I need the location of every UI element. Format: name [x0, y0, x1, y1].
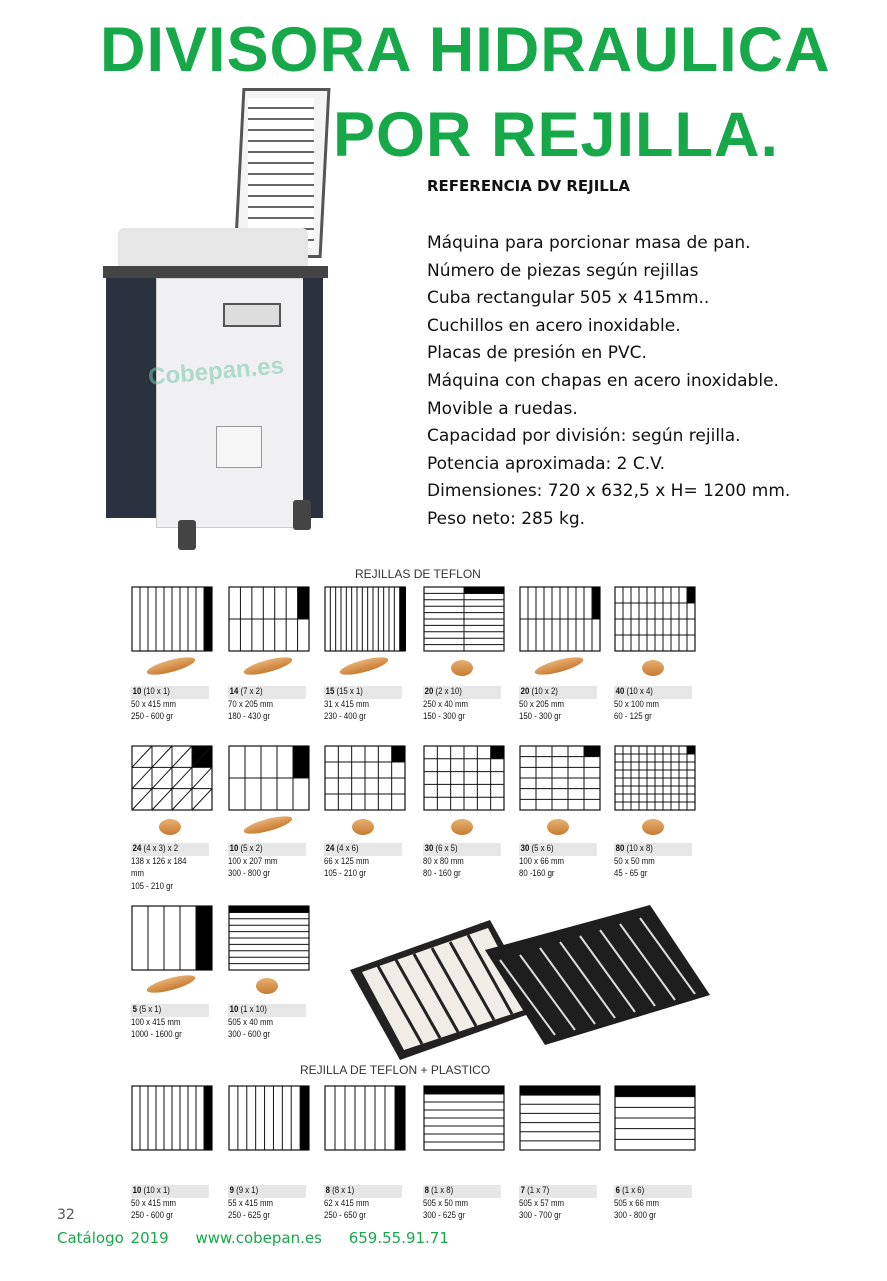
grid-size: 505 x 50 mm: [423, 1197, 469, 1209]
footer-website[interactable]: www.cobepan.es: [195, 1229, 322, 1247]
grid-label: [131, 1004, 198, 1042]
description: [427, 230, 790, 534]
grid-pieces: 8: [325, 1185, 330, 1196]
grid-pieces: 80: [615, 843, 625, 854]
grid-size: 100 x 66 mm: [519, 855, 565, 867]
grid-diagram: [131, 745, 213, 811]
grid-label: [228, 686, 295, 724]
grid-label: [131, 843, 198, 893]
grid-label: [519, 686, 586, 724]
title-line-1: DIVISORA HIDRAULICA: [100, 15, 831, 85]
grid-spec: (5 x 6): [531, 843, 554, 854]
grid-spec: (10 x 1): [143, 1185, 170, 1196]
grid-pieces: 8: [424, 1185, 429, 1196]
description-line: Número de piezas según rejillas: [427, 260, 699, 281]
grid-weight: 300 - 600 gr: [228, 1029, 271, 1040]
grid-pieces: 15: [325, 686, 335, 697]
grid-size: 55 x 415 mm: [228, 1197, 274, 1209]
grid-size: 250 x 40 mm: [423, 698, 469, 710]
grid-weight: 230 - 400 gr: [324, 711, 367, 722]
grid-diagram: [324, 586, 406, 652]
grid-size: 50 x 415 mm: [131, 698, 177, 710]
grid-diagram: [324, 745, 406, 811]
grid-spec: (6 x 5): [435, 843, 458, 854]
grid-diagram: [423, 745, 505, 811]
grid-size: 50 x 415 mm: [131, 1197, 177, 1209]
section-teflon-plastic: REJILLA DE TEFLON + PLASTICO: [300, 1063, 491, 1077]
grid-size: 80 x 80 mm: [423, 855, 464, 867]
grid-spec: (10 x 1): [143, 686, 170, 697]
grid-diagram: [131, 586, 213, 652]
grid-size: 505 x 57 mm: [519, 1197, 565, 1209]
product-photo: [642, 819, 664, 835]
grid-pieces: 20: [424, 686, 434, 697]
grid-size: 50 x 100 mm: [614, 698, 660, 710]
grid-pieces: 10: [132, 1185, 142, 1196]
grid-weight: 300 - 625 gr: [423, 1210, 466, 1221]
grid-pieces: 10: [132, 686, 142, 697]
grid-diagram: [324, 1085, 406, 1151]
grid-label: [324, 1185, 391, 1223]
grid-label: [228, 1004, 295, 1042]
grid-spec: (5 x 1): [139, 1004, 162, 1015]
grid-pieces: 14: [229, 686, 239, 697]
product-photo: [352, 819, 374, 835]
grid-spec: (1 x 10): [240, 1004, 267, 1015]
grid-diagram: [614, 745, 696, 811]
grid-label: [519, 1185, 586, 1223]
grid-pieces: 30: [520, 843, 530, 854]
grid-spec: (2 x 10): [435, 686, 462, 697]
grid-pieces: 5: [132, 1004, 137, 1015]
grid-size: 31 x 415 mm: [324, 698, 370, 710]
description-line: Máquina para porcionar masa de pan.: [427, 233, 751, 253]
grid-weight: 250 - 650 gr: [324, 1210, 367, 1221]
grid-label: [228, 843, 295, 881]
grid-pieces: 30: [424, 843, 434, 854]
grid-size: 66 x 125 mm: [324, 855, 370, 867]
grid-label: [519, 843, 586, 881]
grid-diagram: [228, 745, 310, 811]
grid-label: [423, 686, 490, 724]
product-photo: [642, 660, 664, 676]
grid-size: 100 x 207 mm: [228, 855, 278, 867]
description-line: Potencia aproximada: 2 C.V.: [427, 453, 665, 474]
grid-spec: (1 x 7): [527, 1185, 550, 1196]
description-line: Cuchillos en acero inoxidable.: [427, 315, 681, 336]
grid-label: [228, 1185, 295, 1223]
product-photo: [145, 654, 196, 679]
grid-label: [423, 843, 490, 881]
grid-spec: (10 x 2): [531, 686, 558, 697]
grid-label: [131, 686, 198, 724]
product-photo: [242, 813, 293, 838]
grid-size: 62 x 415 mm: [324, 1197, 370, 1209]
machine-photo: [88, 88, 333, 558]
grid-diagram: [228, 905, 310, 971]
grid-weight: 80 -160 gr: [519, 868, 555, 879]
grid-pieces: 10: [229, 843, 239, 854]
product-photo: [145, 972, 196, 997]
grid-diagram: [519, 586, 601, 652]
grid-label: [614, 1185, 681, 1223]
grid-size: 505 x 66 mm: [614, 1197, 660, 1209]
title-line-2: POR REJILLA.: [332, 100, 779, 170]
watermark: Cobepan.es: [147, 352, 285, 391]
page-number: 32: [57, 1207, 75, 1223]
grid-pieces: 6: [615, 1185, 620, 1196]
grid-weight: 60 - 125 gr: [614, 711, 652, 722]
description-line: Peso neto: 285 kg.: [427, 508, 586, 529]
grid-diagram: [131, 1085, 213, 1151]
grid-weight: 45 - 65 gr: [614, 868, 648, 879]
grid-diagram: [423, 1085, 505, 1151]
grid-spec: (10 x 4): [626, 686, 653, 697]
grid-weight: 250 - 600 gr: [131, 711, 174, 722]
grid-weight: 180 - 430 gr: [228, 711, 271, 722]
grid-diagram: [519, 1085, 601, 1151]
grid-pieces: 40: [615, 686, 625, 697]
grid-pieces: 24: [132, 843, 142, 854]
grid-weight: 105 - 210 gr: [324, 868, 367, 879]
grid-weight: 150 - 300 gr: [423, 711, 466, 722]
grid-label: [423, 1185, 490, 1223]
grid-pieces: 10: [229, 1004, 239, 1015]
footer-phone: 659.55.91.71: [348, 1229, 449, 1247]
product-photo: [451, 660, 473, 676]
reference: REFERENCIA DV REJILLA: [427, 177, 631, 195]
product-photo: [242, 654, 293, 679]
grid-diagram: [423, 586, 505, 652]
grid-weight: 80 - 160 gr: [423, 868, 461, 879]
section-teflon: REJILLAS DE TEFLON: [355, 567, 481, 581]
grid-spec: (4 x 6): [336, 843, 359, 854]
grid-spec: (15 x 1): [336, 686, 363, 697]
grid-label: [131, 1185, 198, 1223]
grid-photo: [340, 900, 720, 1070]
grid-diagram: [519, 745, 601, 811]
grid-spec: (10 x 8): [626, 843, 653, 854]
grid-pieces: 24: [325, 843, 335, 854]
description-line: Movible a ruedas.: [427, 398, 578, 419]
grid-size: 50 x 205 mm: [519, 698, 565, 710]
grid-size: 50 x 50 mm: [614, 855, 655, 867]
grid-spec: (7 x 2): [240, 686, 263, 697]
grid-weight: 300 - 700 gr: [519, 1210, 562, 1221]
description-line: Dimensiones: 720 x 632,5 x H= 1200 mm.: [427, 481, 791, 502]
grid-weight: 300 - 800 gr: [228, 868, 271, 879]
grid-pieces: 7: [520, 1185, 525, 1196]
grid-label: [324, 686, 391, 724]
grid-pieces: 20: [520, 686, 530, 697]
grid-label: [324, 843, 391, 881]
grid-size: 505 x 40 mm: [228, 1016, 274, 1028]
grid-size: 138 x 126 x 184 mm: [131, 855, 187, 879]
product-photo: [256, 978, 278, 994]
grid-size: 100 x 415 mm: [131, 1016, 181, 1028]
product-photo: [451, 819, 473, 835]
description-line: Placas de presión en PVC.: [427, 343, 647, 364]
footer: [57, 1229, 469, 1247]
grid-spec: (1 x 6): [622, 1185, 645, 1196]
grid-weight: 150 - 300 gr: [519, 711, 562, 722]
grid-spec: (4 x 3) x 2: [143, 843, 179, 854]
footer-catalog: Catálogo 2019: [57, 1229, 169, 1247]
grid-diagram: [228, 586, 310, 652]
grid-spec: (8 x 1): [332, 1185, 355, 1196]
grid-weight: 250 - 625 gr: [228, 1210, 271, 1221]
grid-pieces: 9: [229, 1185, 234, 1196]
grid-spec: (1 x 8): [431, 1185, 454, 1196]
grid-weight: 105 - 210 gr: [131, 880, 174, 892]
grid-size: 70 x 205 mm: [228, 698, 274, 710]
product-photo: [338, 654, 389, 679]
product-photo: [547, 819, 569, 835]
product-photo: [533, 654, 584, 679]
description-line: Máquina con chapas en acero inoxidable.: [427, 370, 779, 391]
grid-diagram: [614, 586, 696, 652]
grid-weight: 300 - 800 gr: [614, 1210, 657, 1221]
grid-label: [614, 843, 681, 881]
grid-spec: (9 x 1): [236, 1185, 259, 1196]
grid-diagram: [228, 1085, 310, 1151]
grid-diagram: [131, 905, 213, 971]
grid-weight: 1000 - 1600 gr: [131, 1029, 182, 1040]
description-line: Capacidad por división: según rejilla.: [427, 426, 741, 447]
grid-spec: (5 x 2): [240, 843, 263, 854]
product-photo: [159, 819, 181, 835]
grid-label: [614, 686, 681, 724]
grid-weight: 250 - 600 gr: [131, 1210, 174, 1221]
description-line: Cuba rectangular 505 x 415mm..: [427, 288, 710, 309]
grid-diagram: [614, 1085, 696, 1151]
